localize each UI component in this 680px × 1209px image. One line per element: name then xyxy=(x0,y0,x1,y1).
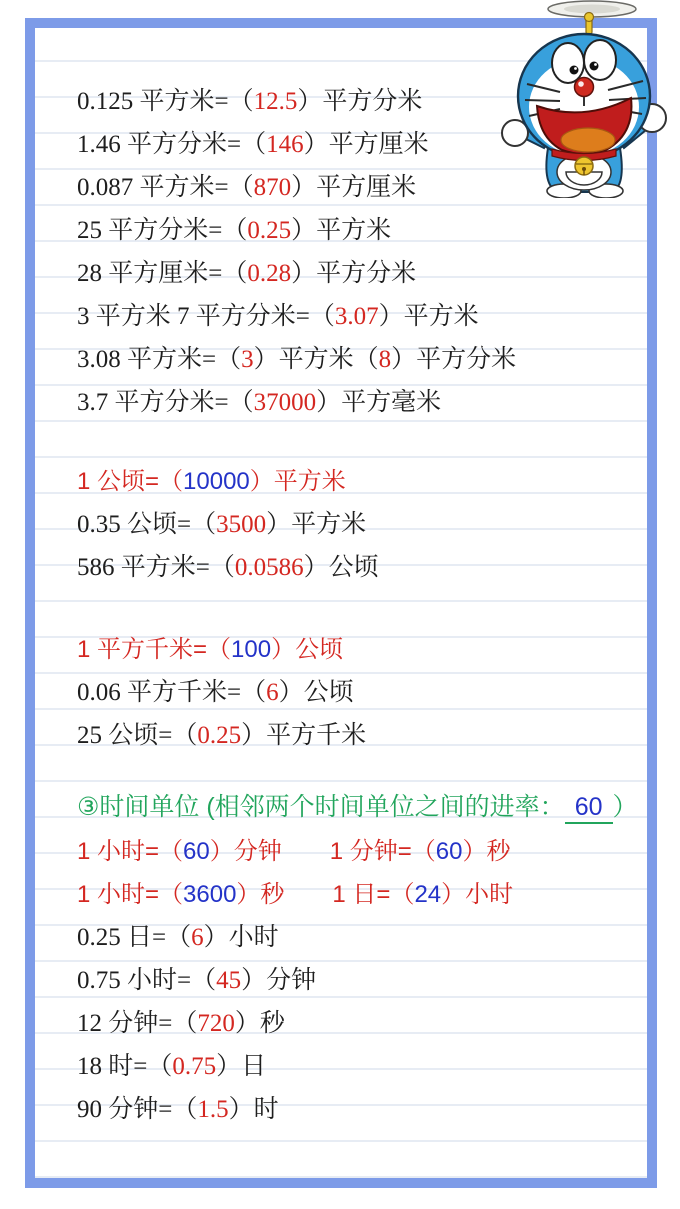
text-segment: 1.46 平方分米=（ xyxy=(77,131,267,158)
text-segment: 12.5 xyxy=(253,88,298,115)
text-segment: 8 xyxy=(378,346,392,373)
text-segment: 3.07 xyxy=(334,303,379,330)
rule-line xyxy=(77,628,633,671)
text-segment: 0.35 公顷=（ xyxy=(77,511,217,538)
text-segment: ）秒 xyxy=(234,1010,285,1037)
rule-line xyxy=(77,830,633,873)
doraemon-mascot xyxy=(500,0,668,198)
text-segment: ）平方千米 xyxy=(241,722,367,749)
text-segment: 3600 xyxy=(183,881,237,908)
text-segment: 12 分钟=（ xyxy=(77,1010,198,1037)
doraemon-head xyxy=(518,34,650,158)
text-segment: ）平方米（ xyxy=(253,346,379,373)
text-segment: 0.25 xyxy=(247,217,292,244)
conversion-line xyxy=(77,338,633,381)
text-segment: 6 xyxy=(191,924,204,951)
section-gap xyxy=(77,757,633,784)
text-segment: 3500 xyxy=(216,511,267,538)
text-segment: ）平方米 xyxy=(378,303,479,330)
bamboo-copter-icon xyxy=(548,1,636,34)
conversion-line xyxy=(77,381,633,424)
conversion-line xyxy=(77,1002,633,1045)
text-segment: ）小时 xyxy=(203,924,279,951)
text-segment: ）平方厘米 xyxy=(291,174,417,201)
text-segment: ）平方分米 xyxy=(291,260,417,287)
text-segment: 3 平方米 7 平方分米=（ xyxy=(77,303,335,330)
conversion-line xyxy=(77,546,633,589)
text-segment: 1 平方千米=（ xyxy=(77,636,232,663)
text-segment: 1.5 xyxy=(197,1096,229,1123)
text-segment: ）平方分米 xyxy=(297,88,423,115)
text-segment: ）分钟 xyxy=(209,838,282,865)
text-segment: 0.25 日=（ xyxy=(77,924,192,951)
text-segment: 720 xyxy=(197,1010,235,1037)
conversion-line xyxy=(77,295,633,338)
rule-line xyxy=(77,873,633,916)
ruled-paper xyxy=(35,28,647,1178)
text-segment: 28 平方厘米=（ xyxy=(77,260,248,287)
text-segment: 0.125 平方米=（ xyxy=(77,88,254,115)
text-segment: 90 分钟=（ xyxy=(77,1096,198,1123)
text-segment: 24 xyxy=(414,881,442,908)
text-segment: 37000 xyxy=(253,389,317,416)
text-segment: ）公顷 xyxy=(303,554,379,581)
conversion-line xyxy=(77,1045,633,1088)
text-segment: 3 xyxy=(241,346,254,373)
text-segment: ）时 xyxy=(228,1096,279,1123)
conversion-line xyxy=(77,671,633,714)
text-segment: ）平方分米 xyxy=(391,346,517,373)
text-segment: ） xyxy=(612,793,638,821)
text-segment: ）平方厘米 xyxy=(303,131,429,158)
text-segment: 0.06 平方千米=（ xyxy=(77,679,267,706)
text-segment: 3.7 平方分米=（ xyxy=(77,389,254,416)
text-segment: ）秒 xyxy=(236,881,285,908)
text-segment: ）平方毫米 xyxy=(316,389,442,416)
text-segment: ）小时 xyxy=(441,881,514,908)
conversion-line xyxy=(77,252,633,295)
text-segment: 0.087 平方米=（ xyxy=(77,174,254,201)
text-segment: ）日 xyxy=(216,1053,267,1080)
text-segment: ）秒 xyxy=(462,838,511,865)
rule-line xyxy=(77,460,633,503)
text-segment: 1 公顷=（ xyxy=(77,468,184,495)
text-segment: 870 xyxy=(253,174,292,201)
text-segment: ③时间单位 (相邻两个时间单位之间的进率： xyxy=(77,793,565,821)
text-segment: 0.75 xyxy=(172,1053,217,1080)
text-segment: ）公顷 xyxy=(278,679,354,706)
text-segment: 25 平方分米=（ xyxy=(77,217,248,244)
conversion-line xyxy=(77,916,633,959)
conversion-line xyxy=(77,503,633,546)
text-segment: ）平方米 xyxy=(249,468,346,495)
text-segment: 0.25 xyxy=(197,722,242,749)
conversion-line xyxy=(77,714,633,757)
text-segment: 1 分钟=（ xyxy=(281,838,436,865)
section-gap xyxy=(77,589,633,628)
text-segment: 0.28 xyxy=(247,260,292,287)
text-segment: ）公顷 xyxy=(271,636,344,663)
conversion-line xyxy=(77,959,633,1002)
section-gap xyxy=(77,424,633,460)
text-segment: 10000 xyxy=(183,468,250,495)
text-segment: 1 小时=（ xyxy=(77,881,184,908)
text-segment: 0.75 小时=（ xyxy=(77,967,217,994)
text-segment: 0.0586 xyxy=(234,554,304,581)
text-segment: ）平方米 xyxy=(266,511,367,538)
text-segment: 60 xyxy=(435,838,463,865)
text-segment: 1 日=（ xyxy=(284,881,415,908)
text-segment: 60 xyxy=(183,838,210,865)
conversion-line xyxy=(77,1088,633,1131)
text-segment: 1 小时=（ xyxy=(77,838,184,865)
text-segment: ）平方米 xyxy=(291,217,392,244)
text-segment: 25 公顷=（ xyxy=(77,722,198,749)
text-segment: 60 xyxy=(565,794,613,824)
text-segment: 18 时=（ xyxy=(77,1053,173,1080)
text-segment: ）分钟 xyxy=(241,967,317,994)
text-segment: 45 xyxy=(216,967,242,994)
text-segment: 586 平方米=（ xyxy=(77,554,235,581)
text-segment: 146 xyxy=(266,131,304,158)
conversion-line xyxy=(77,209,633,252)
worksheet-lines xyxy=(77,80,638,1131)
text-segment: 6 xyxy=(266,679,279,706)
section-heading-time-units xyxy=(77,784,638,830)
text-segment: 3.08 平方米=（ xyxy=(77,346,242,373)
text-segment: 100 xyxy=(231,636,272,663)
